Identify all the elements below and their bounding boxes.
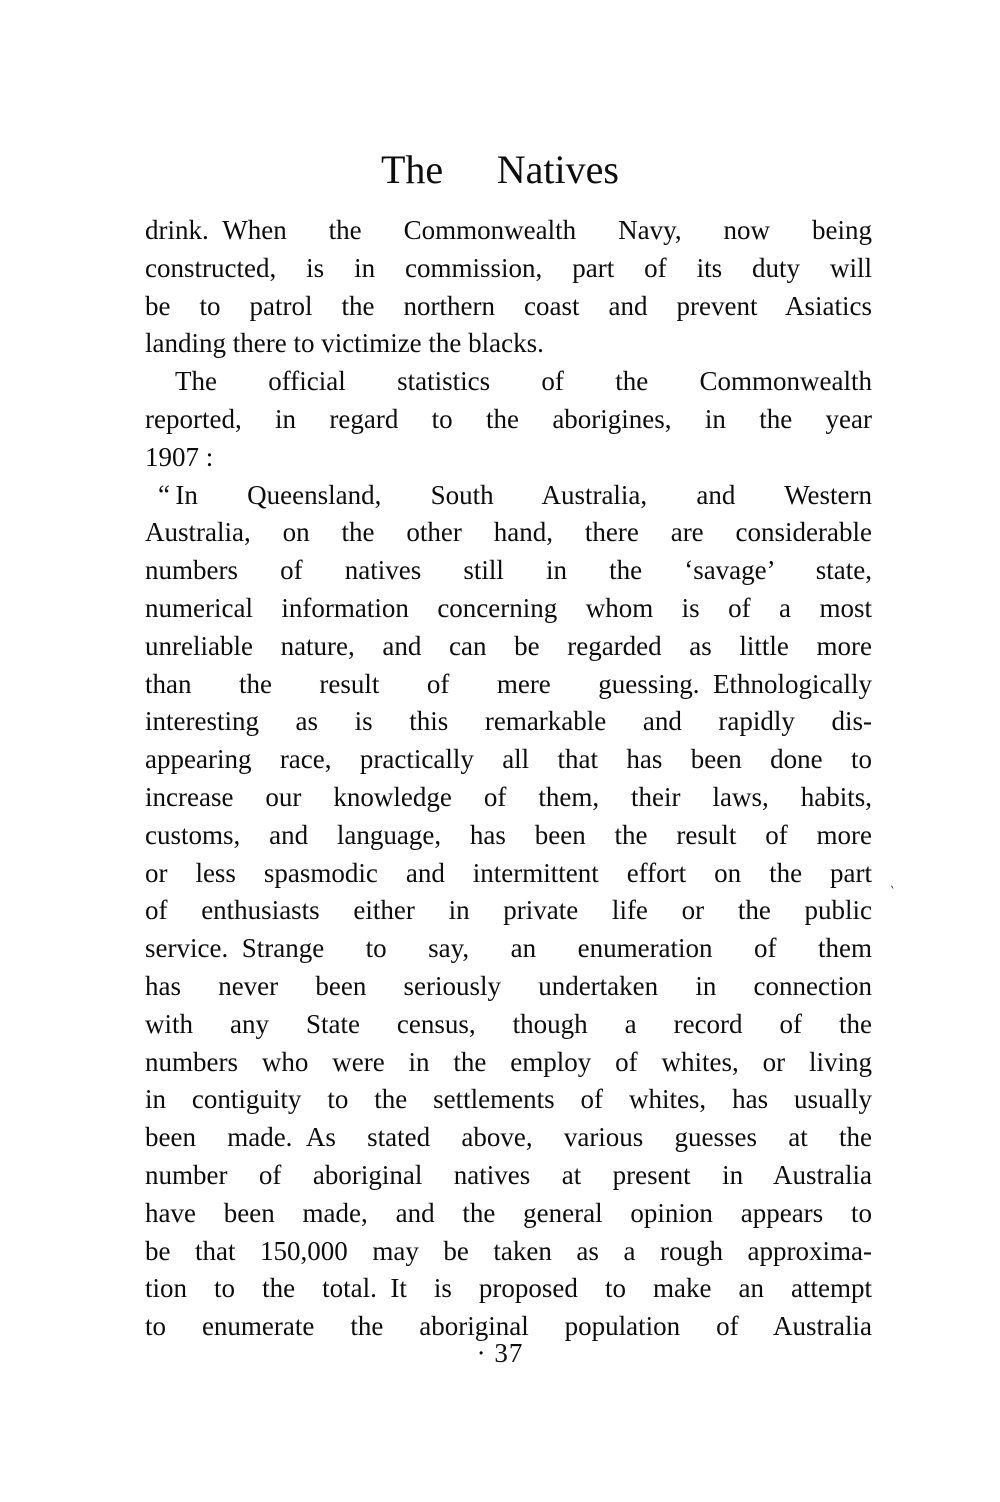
- text-line: with any State census, though a record of the: [145, 1008, 872, 1039]
- text-line: increase our knowledge of them, their laws, habits,: [145, 781, 872, 812]
- text-line: numbers who were in the employ of whites, or living: [145, 1046, 872, 1077]
- text-line: The official statistics of the Commonwealth: [175, 366, 872, 397]
- text-line: be that 150,000 may be taken as a rough approxima-: [145, 1235, 872, 1266]
- text-line: be to patrol the northern coast and prevent Asiatics: [145, 290, 872, 321]
- text-line: than the result of mere guessing. Ethnologically: [145, 668, 872, 699]
- text-line: in contiguity to the settlements of whites, has usually: [145, 1084, 872, 1115]
- text-line: drink. When the Commonwealth Navy, now being: [145, 215, 872, 245]
- text-line: numerical information concerning whom is of a most: [145, 592, 872, 623]
- text-line: tion to the total. It is proposed to make an attempt: [145, 1273, 872, 1304]
- text-line: has never been seriously undertaken in connection: [145, 970, 872, 1001]
- text-line: constructed, is in commission, part of its duty will: [145, 252, 872, 283]
- text-line: been made. As stated above, various guesses at the: [145, 1122, 872, 1153]
- text-line: 1907 :: [145, 441, 214, 472]
- text-line: customs, and language, has been the result of more: [145, 819, 872, 850]
- text-line: landing there to victimize the blacks.: [145, 328, 544, 359]
- scan-artifact: `: [886, 883, 896, 902]
- text-line: appearing race, practically all that has been done to: [145, 744, 872, 775]
- page-number: · 37: [476, 1338, 524, 1368]
- text-line: unreliable nature, and can be regarded as little more: [145, 630, 872, 661]
- text-line: have been made, and the general opinion appears to: [145, 1197, 872, 1228]
- text-line: service. Strange to say, an enumeration of them: [145, 933, 872, 964]
- text-line: to enumerate the aboriginal population of Australia: [145, 1311, 872, 1342]
- page-title: The Natives: [381, 147, 619, 192]
- text-line: interesting as is this remarkable and rapidly dis-: [145, 706, 872, 737]
- text-line: numbers of natives still in the ‘savage’ state,: [145, 555, 872, 586]
- text-line: reported, in regard to the aborigines, in the year: [145, 403, 872, 434]
- body-text: [145, 212, 872, 1346]
- text-line: “ In Queensland, South Australia, and Western: [158, 479, 872, 510]
- text-line: Australia, on the other hand, there are considerable: [145, 517, 872, 548]
- text-line: of enthusiasts either in private life or the public: [145, 895, 872, 926]
- text-line: number of aboriginal natives at present in Australia: [145, 1159, 872, 1190]
- text-line: or less spasmodic and intermittent effort on the part: [145, 857, 872, 888]
